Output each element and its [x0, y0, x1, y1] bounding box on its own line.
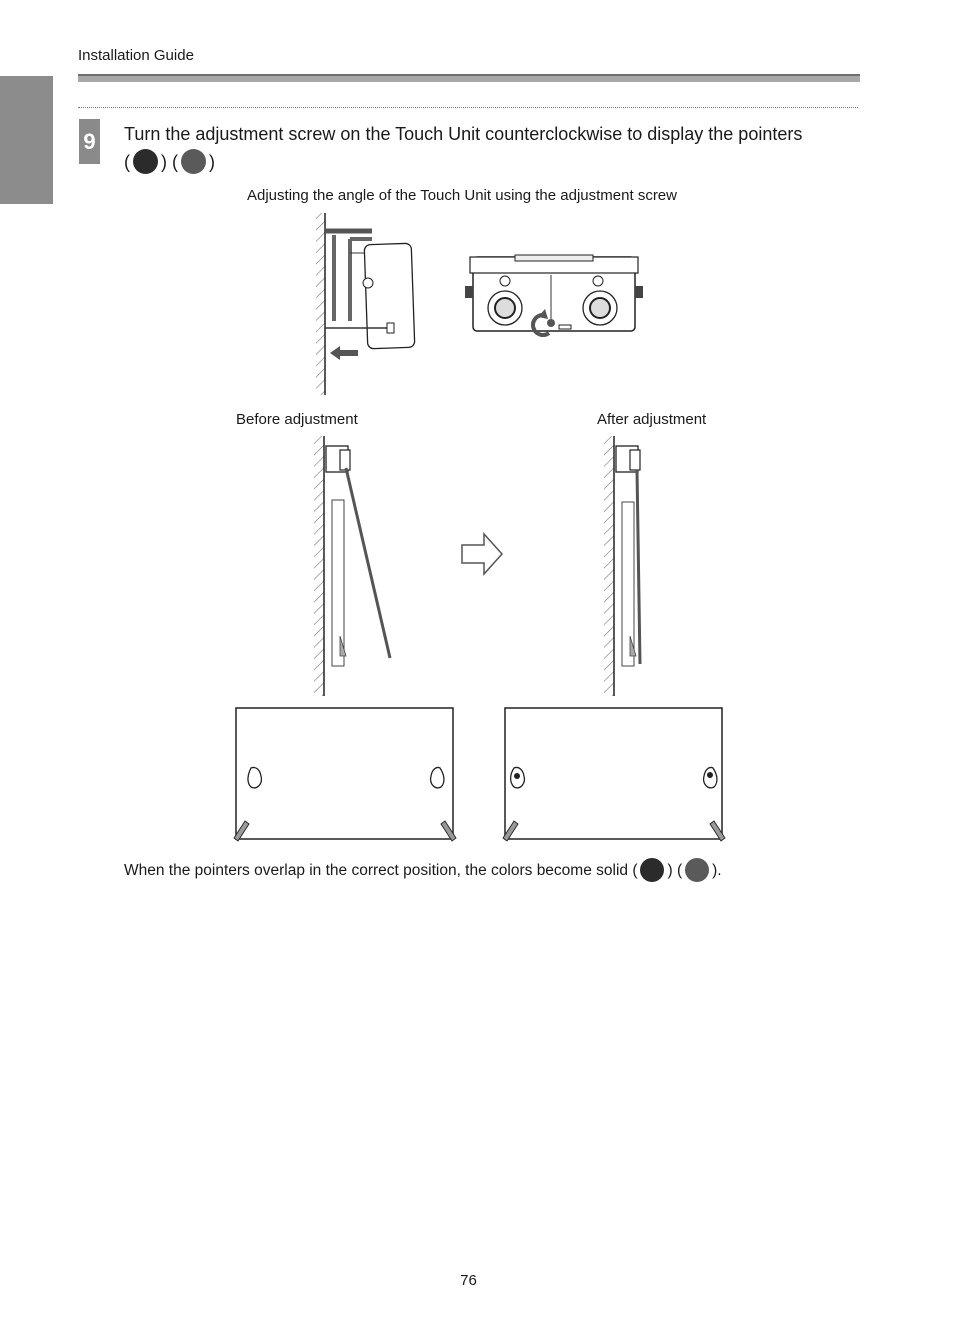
step-number-badge: 9 — [79, 119, 100, 164]
header-rule — [78, 74, 860, 82]
result-note-text: When the pointers overlap in the correct position, the colors become solid ( — [124, 862, 638, 879]
step-instruction — [124, 120, 864, 176]
chapter-tab — [0, 76, 53, 204]
solid-pointer-gray-icon — [685, 858, 709, 882]
section-divider — [78, 107, 858, 108]
label-before-adjustment: Before adjustment — [236, 411, 358, 428]
side-view-illustration — [310, 213, 425, 395]
pointer-dark-icon — [133, 149, 158, 174]
touch-unit-front-illustration — [465, 253, 643, 337]
figure-caption: Adjusting the angle of the Touch Unit using the adjustment screw — [247, 187, 677, 204]
label-after-adjustment: After adjustment — [597, 411, 707, 428]
after-adjustment-side-view — [600, 436, 660, 696]
solid-pointer-dark-icon — [640, 858, 664, 882]
right-arrow-icon — [460, 532, 504, 576]
page-header-title: Installation Guide — [78, 47, 194, 64]
paren-close: ) — [209, 152, 215, 172]
result-note-end: ). — [712, 862, 722, 879]
result-note-mid: ) ( — [667, 862, 683, 879]
before-screen-illustration — [230, 704, 462, 844]
before-adjustment-side-view — [310, 436, 400, 696]
after-screen-illustration — [499, 704, 731, 844]
paren-mid: ) ( — [161, 152, 178, 172]
pointer-gray-icon — [181, 149, 206, 174]
page-number: 76 — [460, 1272, 477, 1289]
paren-open: ( — [124, 152, 130, 172]
result-note — [124, 858, 722, 884]
step-instruction-text: Turn the adjustment screw on the Touch Unit counterclockwise to display the pointers — [124, 124, 803, 144]
